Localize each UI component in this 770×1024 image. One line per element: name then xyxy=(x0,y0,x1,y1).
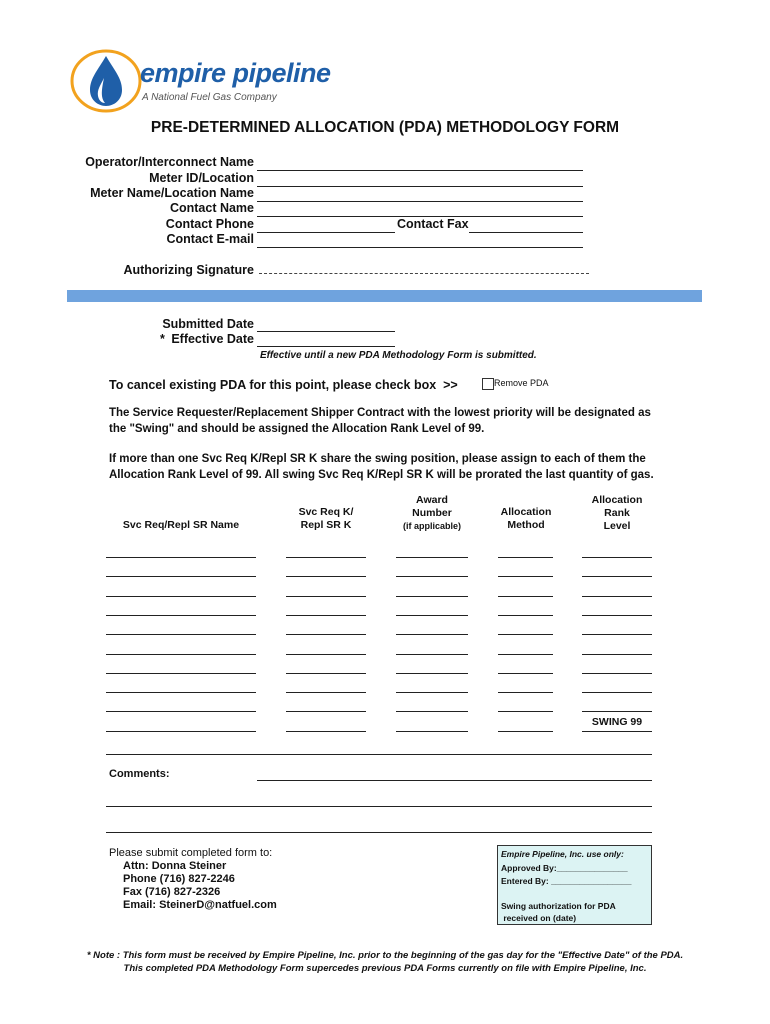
approved-by-field[interactable]: Approved By:_______________ xyxy=(501,863,628,873)
row-1-name-field[interactable] xyxy=(106,557,256,558)
swing-rank-label: SWING 99 xyxy=(591,716,643,728)
comments-field-line3[interactable] xyxy=(106,832,652,833)
row-7-award-field[interactable] xyxy=(396,673,468,674)
meter-id-field[interactable] xyxy=(257,186,583,187)
row-10-award-field[interactable] xyxy=(396,731,468,732)
flame-emblem-icon xyxy=(68,48,148,114)
row-5-contract-field[interactable] xyxy=(286,634,366,635)
effective-date-field[interactable] xyxy=(257,346,395,347)
authorizing-signature-field[interactable] xyxy=(259,273,589,274)
company-logo xyxy=(68,48,348,114)
section-divider-band xyxy=(67,290,702,302)
row-4-award-field[interactable] xyxy=(396,615,468,616)
row-9-name-field[interactable] xyxy=(106,711,256,712)
row-4-rank-field[interactable] xyxy=(582,615,652,616)
row-7-contract-field[interactable] xyxy=(286,673,366,674)
row-6-rank-field[interactable] xyxy=(582,654,652,655)
contact-email-field[interactable] xyxy=(257,247,583,248)
effective-date-label: Effective Date xyxy=(171,332,254,346)
row-2-name-field[interactable] xyxy=(106,576,256,577)
row-9-rank-field[interactable] xyxy=(582,711,652,712)
row-4-name-field[interactable] xyxy=(106,615,256,616)
remove-pda-label: Remove PDA xyxy=(494,378,549,388)
row-10-rank-field[interactable] xyxy=(582,731,652,732)
operator-field[interactable] xyxy=(257,170,583,171)
submit-intro: Please submit completed form to: xyxy=(109,847,273,859)
row-1-award-field[interactable] xyxy=(396,557,468,558)
contact-phone-field[interactable] xyxy=(257,232,395,233)
row-10-contract-field[interactable] xyxy=(286,731,366,732)
row-3-name-field[interactable] xyxy=(106,596,256,597)
meter-name-field[interactable] xyxy=(257,201,583,202)
col-header-name: Svc Req/Repl SR Name xyxy=(122,519,240,531)
row-6-award-field[interactable] xyxy=(396,654,468,655)
comments-label: Comments: xyxy=(109,768,170,780)
submit-fax: Fax (716) 827-2326 xyxy=(123,886,221,898)
row-8-award-field[interactable] xyxy=(396,692,468,693)
col-header-award: Award Number xyxy=(412,494,452,519)
row-4-contract-field[interactable] xyxy=(286,615,366,616)
row-10-method-field[interactable] xyxy=(498,731,553,732)
submitted-date-field[interactable] xyxy=(257,331,395,332)
row-3-rank-field[interactable] xyxy=(582,596,652,597)
logo-name: empire pipeline xyxy=(140,58,331,88)
contact-phone-label: Contact Phone xyxy=(165,217,254,231)
col-header-award-sub: (if applicable) xyxy=(402,521,461,531)
remove-pda-checkbox[interactable] xyxy=(482,378,494,390)
swing-authorization-text: Swing authorization for PDA xyxy=(501,901,616,911)
entered-by-field[interactable]: Entered By: _________________ xyxy=(501,876,632,886)
row-1-rank-field[interactable] xyxy=(582,557,652,558)
row-8-method-field[interactable] xyxy=(498,692,553,693)
row-3-method-field[interactable] xyxy=(498,596,553,597)
operator-label: Operator/Interconnect Name xyxy=(85,155,254,169)
meter-name-label: Meter Name/Location Name xyxy=(90,186,254,200)
swing-received-text: received on (date) xyxy=(501,913,577,923)
multi-swing-paragraph-line1: If more than one Svc Req K/Repl SR K share the swing position, please assign to each of them the xyxy=(109,453,646,465)
col-header-rank: Allocation Rank Level xyxy=(591,494,643,532)
authorizing-signature-label: Authorizing Signature xyxy=(123,263,254,277)
row-8-rank-field[interactable] xyxy=(582,692,652,693)
swing-paragraph-line1: The Service Requester/Replacement Shipper Contract with the lowest priority will be designated as xyxy=(109,407,651,419)
submit-email[interactable]: Email: SteinerD@natfuel.com xyxy=(123,899,277,911)
submit-attn: Attn: Donna Steiner xyxy=(123,860,227,872)
swing-paragraph-line2: the "Swing" and should be assigned the Allocation Rank Level of 99. xyxy=(109,423,485,435)
row-2-contract-field[interactable] xyxy=(286,576,366,577)
row-6-name-field[interactable] xyxy=(106,654,256,655)
logo-tagline: A National Fuel Gas Company xyxy=(142,92,277,103)
office-use-title: Empire Pipeline, Inc. use only: xyxy=(501,849,624,859)
row-7-method-field[interactable] xyxy=(498,673,553,674)
contact-fax-label: Contact Fax xyxy=(397,217,469,231)
row-6-method-field[interactable] xyxy=(498,654,553,655)
contact-fax-field[interactable] xyxy=(469,232,583,233)
meter-id-label: Meter ID/Location xyxy=(149,171,254,185)
contact-email-label: Contact E-mail xyxy=(166,232,254,246)
row-7-rank-field[interactable] xyxy=(582,673,652,674)
row-7-name-field[interactable] xyxy=(106,673,256,674)
row-3-award-field[interactable] xyxy=(396,596,468,597)
contact-name-label: Contact Name xyxy=(169,201,254,215)
row-1-method-field[interactable] xyxy=(498,557,553,558)
row-9-award-field[interactable] xyxy=(396,711,468,712)
cancel-pda-text: To cancel existing PDA for this point, please check box >> xyxy=(109,378,458,392)
effective-note: Effective until a new PDA Methodology Form is submitted. xyxy=(260,350,537,361)
col-header-contract: Svc Req K/ Repl SR K xyxy=(298,506,354,531)
row-8-contract-field[interactable] xyxy=(286,692,366,693)
submit-phone: Phone (716) 827-2246 xyxy=(123,873,235,885)
effective-date-marker: * xyxy=(160,332,165,346)
row-9-method-field[interactable] xyxy=(498,711,553,712)
row-5-rank-field[interactable] xyxy=(582,634,652,635)
row-2-rank-field[interactable] xyxy=(582,576,652,577)
row-8-name-field[interactable] xyxy=(106,692,256,693)
office-use-box xyxy=(497,845,652,925)
row-4-method-field[interactable] xyxy=(498,615,553,616)
row-6-contract-field[interactable] xyxy=(286,654,366,655)
table-bottom-rule xyxy=(106,754,652,755)
comments-field-line2[interactable] xyxy=(106,806,652,807)
row-2-award-field[interactable] xyxy=(396,576,468,577)
row-1-contract-field[interactable] xyxy=(286,557,366,558)
footnote-line2: This completed PDA Methodology Form supercedes previous PDA Forms currently on file with Empire Pipeline, Inc. xyxy=(123,963,647,974)
row-5-award-field[interactable] xyxy=(396,634,468,635)
footnote-line1: * Note : This form must be received by Empire Pipeline, Inc. prior to the beginning of the gas day for the "Effective Date" of the PDA. xyxy=(86,950,684,961)
row-2-method-field[interactable] xyxy=(498,576,553,577)
row-5-name-field[interactable] xyxy=(106,634,256,635)
col-header-method: Allocation Method xyxy=(500,506,552,531)
row-9-contract-field[interactable] xyxy=(286,711,366,712)
page-title: PRE-DETERMINED ALLOCATION (PDA) METHODOLOGY FORM xyxy=(150,119,620,136)
row-10-name-field[interactable] xyxy=(106,731,256,732)
multi-swing-paragraph-line2: Allocation Rank Level of 99. All swing Svc Req K/Repl SR K will be prorated the last quantity of gas. xyxy=(109,469,654,481)
row-5-method-field[interactable] xyxy=(498,634,553,635)
row-3-contract-field[interactable] xyxy=(286,596,366,597)
comments-field-line1[interactable] xyxy=(257,780,652,781)
submitted-date-label: Submitted Date xyxy=(162,317,254,331)
